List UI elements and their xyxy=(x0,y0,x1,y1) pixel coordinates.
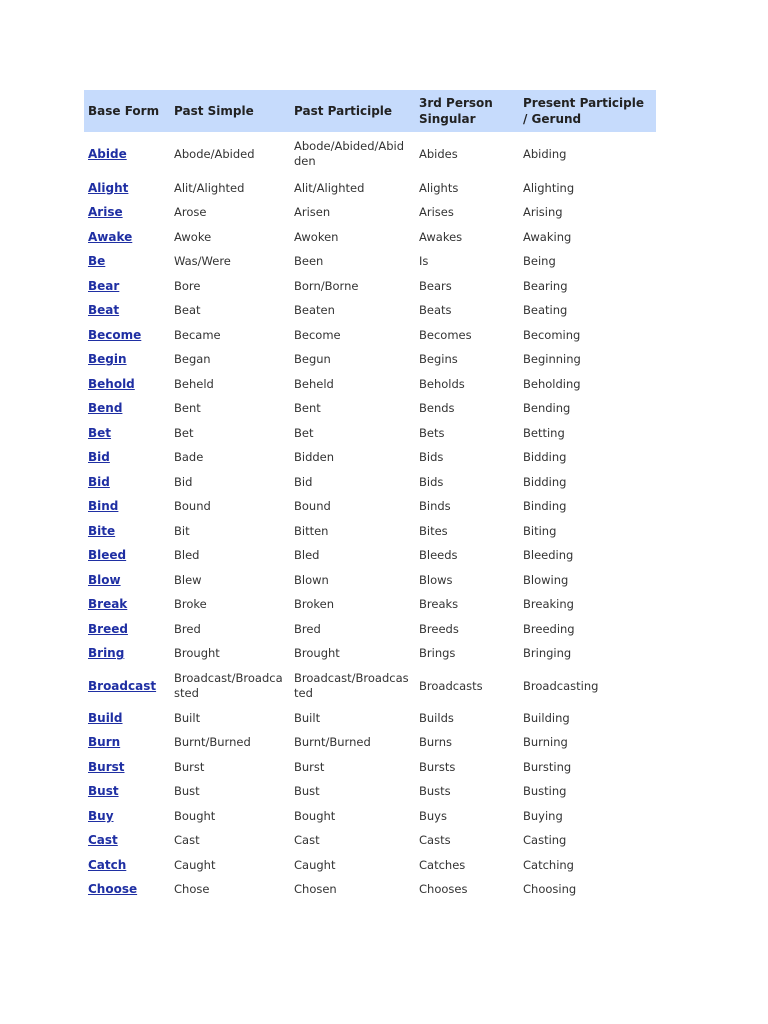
cell-third-person: Breaks xyxy=(419,597,459,612)
cell-base-form xyxy=(84,853,170,878)
cell-base-form xyxy=(84,829,170,854)
cell-base-form xyxy=(84,804,170,829)
cell-base-form xyxy=(84,731,170,756)
table-row xyxy=(84,201,656,226)
verb-link[interactable]: Broadcast xyxy=(88,678,157,693)
cell-present-participle: Buying xyxy=(523,808,563,823)
table-row xyxy=(84,617,656,642)
cell-base-form xyxy=(84,878,170,903)
table-row xyxy=(84,274,656,299)
table-row xyxy=(84,642,656,667)
cell-third-person: Becomes xyxy=(419,327,472,342)
cell-present-participle: Bidding xyxy=(523,450,567,465)
verb-link[interactable]: Alight xyxy=(88,180,129,195)
cell-base-form xyxy=(84,299,170,324)
cell-present-participle: Beginning xyxy=(523,352,581,367)
verb-link[interactable]: Break xyxy=(88,597,128,612)
cell-past-simple: Became xyxy=(174,327,221,342)
cell-past-participle: Bent xyxy=(294,401,321,416)
cell-third-person: Broadcasts xyxy=(419,678,483,693)
verb-link[interactable]: Buy xyxy=(88,808,114,823)
verb-link[interactable]: Blow xyxy=(88,572,121,587)
cell-past-participle: Burst xyxy=(294,759,325,774)
cell-past-participle: Beheld xyxy=(294,376,334,391)
cell-third-person: Arises xyxy=(419,205,454,220)
table-row xyxy=(84,132,656,176)
cell-third-person: Begins xyxy=(419,352,458,367)
cell-third-person: Bids xyxy=(419,474,444,489)
cell-past-simple: Blew xyxy=(174,572,202,587)
cell-present-participle: Bringing xyxy=(523,646,572,661)
cell-present-participle: Arising xyxy=(523,205,563,220)
cell-present-participle: Abiding xyxy=(523,146,567,161)
cell-third-person: Beholds xyxy=(419,376,465,391)
table-row xyxy=(84,666,656,706)
verb-link[interactable]: Arise xyxy=(88,205,123,220)
cell-past-participle: Abode/Abided/Abidden xyxy=(294,139,405,168)
cell-base-form xyxy=(84,176,170,201)
cell-base-form xyxy=(84,421,170,446)
cell-past-simple: Brought xyxy=(174,646,220,661)
verb-link[interactable]: Bend xyxy=(88,401,123,416)
verb-link[interactable]: Bring xyxy=(88,646,125,661)
cell-base-form xyxy=(84,495,170,520)
table-row xyxy=(84,853,656,878)
cell-past-participle: Begun xyxy=(294,352,331,367)
cell-third-person: Bears xyxy=(419,278,452,293)
cell-past-simple: Beheld xyxy=(174,376,214,391)
cell-present-participle: Becoming xyxy=(523,327,581,342)
table-row xyxy=(84,397,656,422)
cell-base-form xyxy=(84,225,170,250)
table-row xyxy=(84,176,656,201)
table-row xyxy=(84,250,656,275)
table-header xyxy=(84,90,656,132)
cell-third-person: Chooses xyxy=(419,882,468,897)
cell-present-participle: Binding xyxy=(523,499,567,514)
cell-past-simple: Burnt/Burned xyxy=(174,735,251,750)
cell-past-simple: Built xyxy=(174,710,201,725)
table-row xyxy=(84,299,656,324)
cell-present-participle: Bending xyxy=(523,401,571,416)
cell-third-person: Bites xyxy=(419,523,448,538)
cell-third-person: Bleeds xyxy=(419,548,458,563)
table-row xyxy=(84,372,656,397)
cell-past-participle: Blown xyxy=(294,572,329,587)
cell-base-form xyxy=(84,250,170,275)
verb-link[interactable]: Awake xyxy=(88,229,133,244)
cell-past-participle: Broadcast/Broadcasted xyxy=(294,671,409,700)
cell-present-participle: Choosing xyxy=(523,882,577,897)
table-row xyxy=(84,470,656,495)
cell-past-simple: Broke xyxy=(174,597,207,612)
cell-past-simple: Was/Were xyxy=(174,254,231,269)
verb-link[interactable]: Bind xyxy=(88,499,119,514)
cell-present-participle: Betting xyxy=(523,425,565,440)
cell-third-person: Awakes xyxy=(419,229,463,244)
cell-third-person: Breeds xyxy=(419,621,459,636)
cell-base-form xyxy=(84,348,170,373)
table-row xyxy=(84,593,656,618)
header-third-person-singular: 3rd Person Singular xyxy=(415,90,519,132)
cell-past-participle: Brought xyxy=(294,646,340,661)
cell-past-simple: Bit xyxy=(174,523,190,538)
cell-past-simple: Caught xyxy=(174,857,216,872)
cell-third-person: Blows xyxy=(419,572,453,587)
cell-past-participle: Become xyxy=(294,327,341,342)
cell-present-participle: Bleeding xyxy=(523,548,574,563)
cell-third-person: Catches xyxy=(419,857,466,872)
cell-present-participle: Bidding xyxy=(523,474,567,489)
cell-past-simple: Bade xyxy=(174,450,204,465)
cell-base-form xyxy=(84,642,170,667)
cell-past-participle: Bet xyxy=(294,425,314,440)
header-past-participle: Past Participle xyxy=(290,90,415,132)
table-body xyxy=(84,132,656,902)
cell-present-participle: Broadcasting xyxy=(523,678,599,693)
cell-past-participle: Beaten xyxy=(294,303,335,318)
cell-present-participle: Busting xyxy=(523,784,567,799)
cell-past-simple: Bid xyxy=(174,474,193,489)
cell-past-participle: Bust xyxy=(294,784,320,799)
cell-past-participle: Chosen xyxy=(294,882,337,897)
header-row xyxy=(84,90,656,132)
cell-past-participle: Bled xyxy=(294,548,320,563)
cell-third-person: Binds xyxy=(419,499,451,514)
cell-past-participle: Bidden xyxy=(294,450,335,465)
cell-base-form xyxy=(84,617,170,642)
cell-past-simple: Broadcast/Broadcasted xyxy=(174,671,283,700)
cell-present-participle: Breaking xyxy=(523,597,574,612)
table-row xyxy=(84,348,656,373)
cell-past-simple: Cast xyxy=(174,833,200,848)
cell-past-participle: Awoken xyxy=(294,229,339,244)
verb-link[interactable]: Catch xyxy=(88,857,127,872)
cell-present-participle: Catching xyxy=(523,857,574,872)
cell-past-simple: Chose xyxy=(174,882,210,897)
cell-third-person: Brings xyxy=(419,646,456,661)
cell-base-form xyxy=(84,755,170,780)
irregular-verbs-table xyxy=(84,90,656,902)
cell-past-participle: Broken xyxy=(294,597,335,612)
cell-past-simple: Bound xyxy=(174,499,211,514)
cell-base-form xyxy=(84,323,170,348)
header-past-simple: Past Simple xyxy=(170,90,290,132)
cell-base-form xyxy=(84,446,170,471)
cell-base-form xyxy=(84,201,170,226)
cell-past-simple: Bent xyxy=(174,401,201,416)
cell-past-participle: Caught xyxy=(294,857,336,872)
cell-present-participle: Biting xyxy=(523,523,557,538)
table-row xyxy=(84,829,656,854)
cell-past-simple: Bust xyxy=(174,784,200,799)
table-row xyxy=(84,544,656,569)
verb-link[interactable]: Bust xyxy=(88,784,119,799)
cell-past-participle: Bred xyxy=(294,621,321,636)
cell-present-participle: Being xyxy=(523,254,556,269)
cell-past-simple: Abode/Abided xyxy=(174,146,255,161)
verb-link[interactable]: Bid xyxy=(88,474,110,489)
cell-past-simple: Burst xyxy=(174,759,205,774)
cell-third-person: Bets xyxy=(419,425,445,440)
cell-third-person: Beats xyxy=(419,303,452,318)
cell-third-person: Bids xyxy=(419,450,444,465)
verb-link[interactable]: Bid xyxy=(88,450,110,465)
cell-past-participle: Bid xyxy=(294,474,313,489)
cell-third-person: Alights xyxy=(419,180,459,195)
cell-past-simple: Bet xyxy=(174,425,194,440)
table-row xyxy=(84,323,656,348)
cell-present-participle: Burning xyxy=(523,735,568,750)
table-row xyxy=(84,519,656,544)
table-row xyxy=(84,878,656,903)
verb-link[interactable]: Breed xyxy=(88,621,128,636)
table-row xyxy=(84,804,656,829)
cell-base-form xyxy=(84,397,170,422)
cell-third-person: Burns xyxy=(419,735,452,750)
table-row xyxy=(84,225,656,250)
table-row xyxy=(84,568,656,593)
cell-third-person: Builds xyxy=(419,710,454,725)
verb-link[interactable]: Beat xyxy=(88,303,120,318)
verb-link[interactable]: Cast xyxy=(88,833,118,848)
verb-link[interactable]: Bet xyxy=(88,425,112,440)
cell-third-person: Casts xyxy=(419,833,451,848)
cell-base-form xyxy=(84,706,170,731)
verb-link[interactable]: Behold xyxy=(88,376,135,391)
verb-link[interactable]: Choose xyxy=(88,882,138,897)
cell-past-participle: Alit/Alighted xyxy=(294,180,365,195)
verb-link[interactable]: Build xyxy=(88,710,123,725)
cell-past-participle: Born/Borne xyxy=(294,278,359,293)
cell-base-form xyxy=(84,593,170,618)
verb-link[interactable]: Abide xyxy=(88,146,127,161)
cell-past-participle: Built xyxy=(294,710,321,725)
cell-base-form xyxy=(84,519,170,544)
cell-past-simple: Bred xyxy=(174,621,201,636)
cell-base-form xyxy=(84,372,170,397)
cell-present-participle: Blowing xyxy=(523,572,569,587)
header-base-form: Base Form xyxy=(84,90,170,132)
cell-past-participle: Arisen xyxy=(294,205,331,220)
cell-past-simple: Began xyxy=(174,352,211,367)
table-row xyxy=(84,731,656,756)
cell-base-form xyxy=(84,470,170,495)
cell-past-participle: Bitten xyxy=(294,523,329,538)
cell-third-person: Bursts xyxy=(419,759,456,774)
cell-third-person: Bends xyxy=(419,401,455,416)
cell-base-form xyxy=(84,132,170,176)
cell-base-form xyxy=(84,666,170,706)
cell-third-person: Busts xyxy=(419,784,451,799)
verb-link[interactable]: Burn xyxy=(88,735,121,750)
cell-past-simple: Awoke xyxy=(174,229,212,244)
cell-present-participle: Alighting xyxy=(523,180,575,195)
verb-link[interactable]: Be xyxy=(88,254,106,269)
table-row xyxy=(84,755,656,780)
cell-present-participle: Breeding xyxy=(523,621,575,636)
table-row xyxy=(84,421,656,446)
verb-link[interactable]: Bite xyxy=(88,523,116,538)
cell-present-participle: Awaking xyxy=(523,229,572,244)
cell-past-participle: Been xyxy=(294,254,324,269)
cell-base-form xyxy=(84,274,170,299)
cell-past-simple: Beat xyxy=(174,303,201,318)
table-row xyxy=(84,446,656,471)
cell-present-participle: Building xyxy=(523,710,570,725)
cell-past-simple: Bought xyxy=(174,808,216,823)
cell-past-simple: Alit/Alighted xyxy=(174,180,245,195)
verb-link[interactable]: Begin xyxy=(88,352,127,367)
cell-present-participle: Bearing xyxy=(523,278,568,293)
cell-past-participle: Bound xyxy=(294,499,331,514)
cell-past-simple: Bled xyxy=(174,548,200,563)
cell-past-participle: Cast xyxy=(294,833,320,848)
cell-third-person: Buys xyxy=(419,808,447,823)
cell-present-participle: Beholding xyxy=(523,376,581,391)
cell-third-person: Abides xyxy=(419,146,458,161)
verb-link[interactable]: Bleed xyxy=(88,548,127,563)
cell-base-form xyxy=(84,544,170,569)
table-row xyxy=(84,780,656,805)
header-present-participle: Present Participle / Gerund xyxy=(519,90,656,132)
cell-past-participle: Bought xyxy=(294,808,336,823)
cell-present-participle: Bursting xyxy=(523,759,572,774)
verb-link[interactable]: Bear xyxy=(88,278,120,293)
cell-past-simple: Bore xyxy=(174,278,201,293)
table-row xyxy=(84,706,656,731)
cell-base-form xyxy=(84,780,170,805)
cell-past-participle: Burnt/Burned xyxy=(294,735,371,750)
table-row xyxy=(84,495,656,520)
cell-past-simple: Arose xyxy=(174,205,207,220)
cell-base-form xyxy=(84,568,170,593)
cell-third-person: Is xyxy=(419,254,429,269)
cell-present-participle: Casting xyxy=(523,833,567,848)
verb-link[interactable]: Become xyxy=(88,327,142,342)
verb-link[interactable]: Burst xyxy=(88,759,125,774)
cell-present-participle: Beating xyxy=(523,303,568,318)
